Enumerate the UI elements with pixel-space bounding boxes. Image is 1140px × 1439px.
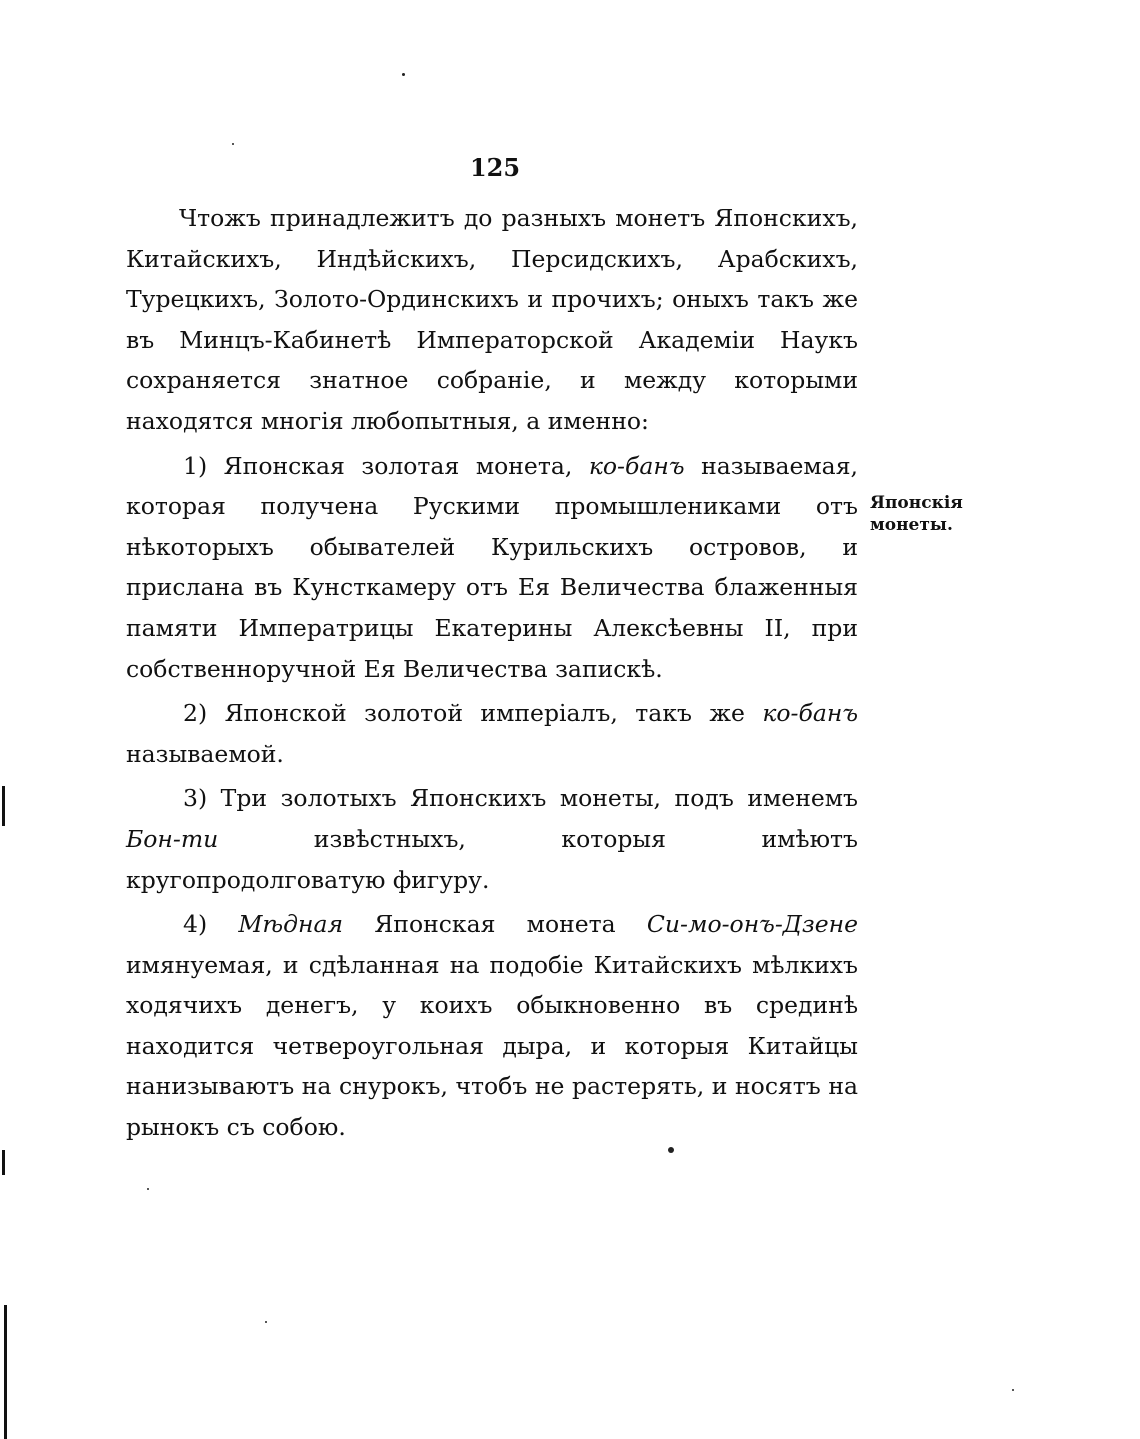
scan-speck	[402, 73, 405, 76]
item-3-text-after: извѣстныхъ, которыя имѣютъ кругопродолговатую фигуру.	[126, 824, 858, 894]
item-2-text-after: называемой.	[126, 739, 284, 768]
item-4-term-2: Си-мо-онъ-Дзене	[646, 910, 858, 939]
item-2-term: ко-банъ	[762, 699, 858, 728]
intro-paragraph: Чтожъ принадлежитъ до разныхъ монетъ Японскихъ, Китайскихъ, Индѣйскихъ, Персидскихъ, Арабскихъ, Турецкихъ, Золото-Ординскихъ и прочихъ; оныхъ такъ же въ Минцъ-Кабинетѣ Императорской Академіи Наукъ сохраняется знатное собраніе, и между которыми находятся многія любопытныя, а именно:	[126, 204, 858, 435]
page-number: 125	[469, 153, 521, 182]
item-4-text-middle: Японская монета	[343, 910, 647, 939]
item-1-text-after: называемая, которая получена Рускими промышлениками отъ нѣкоторыхъ обывателей Курильскихъ островов, и прислана въ Кунсткамеру отъ Ея Величества блаженныя памяти Императрицы Екатерины Алексѣевны II, при собственноручной Ея Величества запискѣ.	[126, 451, 858, 683]
scan-speck	[668, 1147, 674, 1153]
scan-edge-mark	[4, 1305, 7, 1439]
scan-speck	[232, 143, 234, 145]
list-item-3	[126, 778, 858, 900]
item-1-term: ко-банъ	[588, 451, 685, 480]
item-4-text-after: имянуемая, и сдѣланная на подобіе Китайскихъ мѣлкихъ ходячихъ денегъ, у коихъ обыкновенно въ срединѣ находится четвероугольная дыра, и которыя Китайцы нанизываютъ на снурокъ, чтобъ не растерять, и носятъ на рынокъ съ собою.	[126, 950, 858, 1142]
body-text	[126, 198, 858, 1148]
item-3-term: Бон-ти	[126, 824, 219, 853]
scan-speck	[147, 1188, 149, 1190]
list-item-1	[126, 446, 858, 690]
scan-speck	[265, 1321, 267, 1323]
margin-note: Японскія монеты.	[870, 493, 963, 535]
list-item-2	[126, 693, 858, 774]
scan-edge-mark	[2, 1150, 5, 1175]
item-4-text-before: 4)	[183, 910, 239, 939]
item-3-text-before: 3) Три золотыхъ Японскихъ монеты, подъ именемъ	[183, 784, 858, 813]
list-item-4	[126, 904, 858, 1148]
item-1-text-before: 1) Японская золотая монета,	[183, 451, 589, 480]
scan-speck	[1012, 1389, 1014, 1391]
item-4-term: Мѣдная	[238, 910, 344, 939]
item-2-text-before: 2) Японской золотой имперіалъ, такъ же	[183, 699, 763, 728]
scan-edge-mark	[2, 786, 5, 826]
